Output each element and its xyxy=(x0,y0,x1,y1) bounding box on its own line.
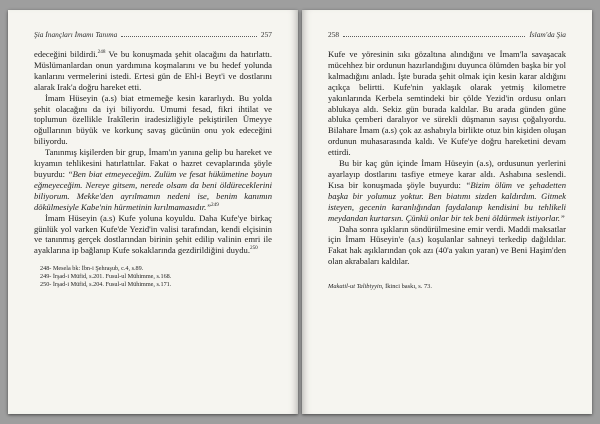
body-text-run: İmam Hüseyin (a.s) Kufe yoluna koyuldu. Daha Kufe'ye birkaç günlük yol varken Kufe'de Yezid'in valisi tarafından, kendi elçisinin ve tanınmış gerçek dostlarından birinin şehit edilip valinin emri ile ayaklarına ip bağlanıp Kufe sokaklarında gezdirildiğini duydu. xyxy=(34,212,272,256)
footnote-250: 250- İrşad-i Müfid, s.204. Fusul-ul Mühimme, s.171. xyxy=(40,280,172,288)
right-running-title: İslam'da Şia xyxy=(529,30,566,39)
right-page-footnote xyxy=(328,283,566,291)
body-text-run: Ve bu konuşmada şehit olacağını da hatırlattı. Müslümanlardan onun yardımına koşmalarını ve bu hedef yolunda kanlarını vermelerini istedi. Ertesi gün de Ehl-i Beyt'i ve dostlarını alarak Irak'a doğru hareket etti. xyxy=(34,49,272,92)
left-page-footnotes xyxy=(34,265,272,288)
left-header-leader-dots xyxy=(121,36,257,37)
left-page xyxy=(8,10,298,414)
paragraph: İmam Hüseyin (a.s) biat etmemeğe kesin kararlıydı. Bu yolda şehit olacağını da iyi biliyordu. Umumi fesad, fikri ihtilat ve toplumun özellikle Irakîlerin iradesizliğiyle pekiştirilen Ümeyye oğullarının büyük ve korkunç savaş gücünün onu yok edeceğini biliyordu. xyxy=(34,92,272,147)
quoted-speech: “Bizim ölüm ve şehadetten başka bir yolumuz yoktur. Ben biatımı sizden kaldırdım. Gitmek isteyen, gecenin karanlığından faydalanıp kendisini bu tehlikeli meydandan kurtarsın. Çünkü onlar bir tek beni öldürmek istiyorlar.” xyxy=(328,179,566,223)
paragraph: Daha sonra ışıkların söndürülmesine emir verdi. Maddi maksatlar için İmam Hüseyin'e (a.s) koşulanlar sahneyi terkedip dağıldılar. Fakat hak aşıklarından çok azı (40'a yakın yaran) ve Beni Haşim'den olan akrabaları kaldılar. xyxy=(328,223,566,267)
paragraph-continued: Kufe ve yöresinin sıkı gözaltına alındığını ve İmam'la savaşacak mücehhez bir ordunun hazırlandığını duyunca ölümden başka bir yol kalmadığını anladı. İşte burada şehit olmak için kesin karar aldığını açıkça belirtti. Kufe'nin yaklaşık olarak yetmiş kilometre yakınlarında Kerbela semtindeki bir çölde Yezid'in ordusu onları ablukaya aldı. Sekiz gün burada kaldılar. Bu arada günden güne abluka çemberi daralıyor ve sürekli düşmanın sayısı çoğalıyordu. Bilahare İmam (a.s) çok az ashabıyla birlikte otuz bin kişiden oluşan ordunun muhasarasında kaldı. Ve Kufe'ye doğru hareketini devam ettirdi. xyxy=(328,49,566,158)
footnote-249: 249- İrşad-i Müfid, s.201. Fusul-ul Mühimme, s.168. xyxy=(40,273,172,281)
footnote-ref-250: 250 xyxy=(249,245,258,252)
body-text-run: Tanınmış kişilerden bir grup, İmam'ın yanına gelip bu hareket ve kıyamın tehlikesini hatırlattılar. Fakat o hazret cevaplarında şöyle buyurdu: xyxy=(34,147,272,179)
right-page-header xyxy=(328,30,566,39)
quoted-speech: “Ben biat etmeyeceğim. Zulüm ve fesat hükümetine boyun eğmeyeceğim. Nereye gitsem, nerede olsam da beni öldüreceklerini biliyorum. Mekke'den ayrılmamın nedeni ise, benim kanımın dökülmesiyle Kabe'nin hürmetinin kırılmamasıdır.” xyxy=(34,168,272,212)
paragraph-continued xyxy=(34,49,272,93)
left-page-header xyxy=(34,30,272,39)
body-text-run: Bu bir kaç gün içinde İmam Hüseyin (a.s), ordusunun yerlerini ayarlayıp dostlarını tasfiye etmeye karar aldı. Ashabına seslendi. Kısa bir konuşmada şöyle buyurdu: xyxy=(328,158,566,190)
right-header-leader-dots xyxy=(343,36,525,37)
footnote-detail: , İkinci baskı, s. 73. xyxy=(381,283,432,291)
footnote-ref-248: 248 xyxy=(97,49,106,56)
right-page-body xyxy=(328,49,566,267)
paragraph xyxy=(328,158,566,223)
paragraph xyxy=(34,213,272,257)
footnote-book-title: Makatil-ut Talibiyyin xyxy=(328,283,382,291)
right-page-number: 258 xyxy=(328,30,340,39)
body-text-run: edeceğini bildirdi. xyxy=(34,49,98,59)
left-page-number: 257 xyxy=(260,30,272,39)
footnote-248: 248- Mesela bk: İbn-i Şehraşub, c.4, s.89. xyxy=(40,265,144,273)
left-running-title: Şia İnançları İmamı Tanıma xyxy=(34,30,118,39)
left-page-body xyxy=(34,49,272,256)
right-page xyxy=(302,10,592,414)
paragraph xyxy=(34,147,272,212)
footnote-ref-249: 249 xyxy=(211,201,219,208)
